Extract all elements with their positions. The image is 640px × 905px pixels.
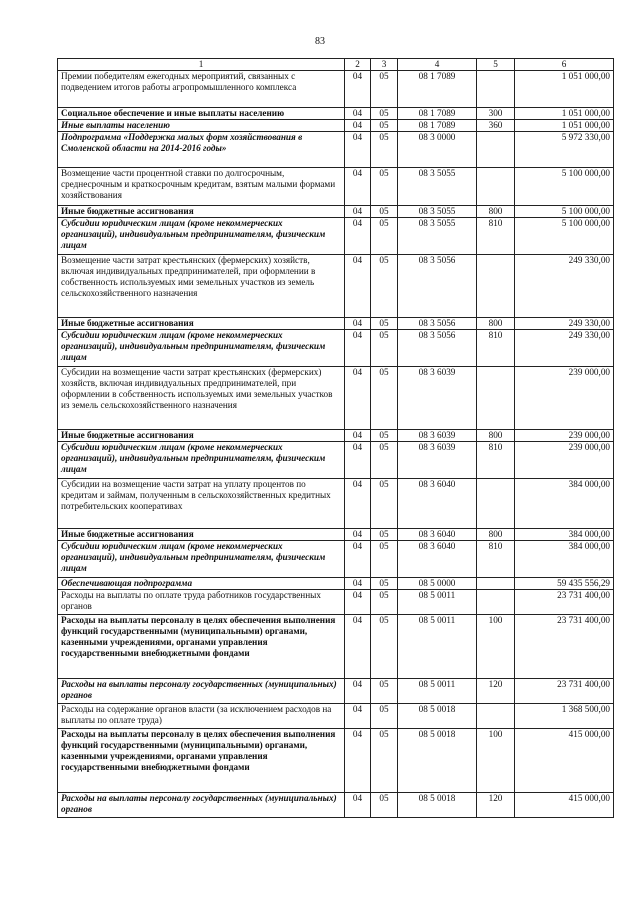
target-article-code: 08 5 0011 bbox=[398, 679, 477, 704]
table-row bbox=[58, 578, 614, 590]
row-name: Расходы на выплаты персоналу государственных (муниципальных) органов bbox=[58, 793, 345, 818]
subsection-code: 05 bbox=[371, 479, 398, 529]
target-article-code: 08 3 6040 bbox=[398, 541, 477, 578]
page-number: 83 bbox=[315, 36, 325, 47]
column-header: 1 bbox=[58, 59, 345, 71]
row-name: Субсидии юридическим лицам (кроме некоммерческих организаций), индивидуальным предпринимателям, физическим лицам bbox=[58, 330, 345, 367]
target-article-code: 08 3 5056 bbox=[398, 330, 477, 367]
expense-type-code bbox=[477, 71, 515, 108]
target-article-code: 08 5 0018 bbox=[398, 793, 477, 818]
table-row bbox=[58, 590, 614, 615]
subsection-code: 05 bbox=[371, 218, 398, 255]
budget-table bbox=[57, 58, 614, 818]
table-row bbox=[58, 108, 614, 120]
target-article-code: 08 3 5055 bbox=[398, 206, 477, 218]
amount: 5 100 000,00 bbox=[515, 206, 614, 218]
subsection-code: 05 bbox=[371, 71, 398, 108]
target-article-code: 08 3 5056 bbox=[398, 255, 477, 318]
section-code: 04 bbox=[345, 430, 371, 442]
subsection-code: 05 bbox=[371, 615, 398, 679]
subsection-code: 05 bbox=[371, 318, 398, 330]
table-row bbox=[58, 206, 614, 218]
amount: 23 731 400,00 bbox=[515, 590, 614, 615]
subsection-code: 05 bbox=[371, 255, 398, 318]
expense-type-code: 120 bbox=[477, 793, 515, 818]
section-code: 04 bbox=[345, 168, 371, 206]
table-row bbox=[58, 168, 614, 206]
column-header: 4 bbox=[398, 59, 477, 71]
section-code: 04 bbox=[345, 330, 371, 367]
expense-type-code bbox=[477, 367, 515, 430]
target-article-code: 08 3 5055 bbox=[398, 168, 477, 206]
table-row bbox=[58, 218, 614, 255]
amount: 59 435 556,29 bbox=[515, 578, 614, 590]
amount: 239 000,00 bbox=[515, 442, 614, 479]
subsection-code: 05 bbox=[371, 578, 398, 590]
column-header: 5 bbox=[477, 59, 515, 71]
subsection-code: 05 bbox=[371, 120, 398, 132]
row-name: Расходы на содержание органов власти (за исключением расходов на выплаты по оплате труда) bbox=[58, 704, 345, 729]
row-name: Иные бюджетные ассигнования bbox=[58, 206, 345, 218]
table-row bbox=[58, 729, 614, 793]
section-code: 04 bbox=[345, 529, 371, 541]
table-row bbox=[58, 541, 614, 578]
amount: 415 000,00 bbox=[515, 729, 614, 793]
subsection-code: 05 bbox=[371, 793, 398, 818]
expense-type-code: 810 bbox=[477, 541, 515, 578]
amount: 23 731 400,00 bbox=[515, 679, 614, 704]
section-code: 04 bbox=[345, 704, 371, 729]
section-code: 04 bbox=[345, 793, 371, 818]
section-code: 04 bbox=[345, 729, 371, 793]
expense-type-code: 800 bbox=[477, 206, 515, 218]
target-article-code: 08 5 0000 bbox=[398, 578, 477, 590]
row-name: Субсидии на возмещение части затрат на уплату процентов по кредитам и займам, полученным в сельскохозяйственных кредитных потребительских кооперативах bbox=[58, 479, 345, 529]
expense-type-code: 100 bbox=[477, 729, 515, 793]
target-article-code: 08 3 6039 bbox=[398, 367, 477, 430]
table-row bbox=[58, 704, 614, 729]
expense-type-code: 810 bbox=[477, 218, 515, 255]
subsection-code: 05 bbox=[371, 168, 398, 206]
table-row bbox=[58, 430, 614, 442]
amount: 23 731 400,00 bbox=[515, 615, 614, 679]
section-code: 04 bbox=[345, 132, 371, 168]
row-name: Иные бюджетные ассигнования bbox=[58, 430, 345, 442]
amount: 384 000,00 bbox=[515, 541, 614, 578]
row-name: Возмещение части процентной ставки по долгосрочным, среднесрочным и краткосрочным кредитам, взятым малыми формами хозяйствования bbox=[58, 168, 345, 206]
row-name: Субсидии юридическим лицам (кроме некоммерческих организаций), индивидуальным предпринимателям, физическим лицам bbox=[58, 442, 345, 479]
amount: 239 000,00 bbox=[515, 430, 614, 442]
expense-type-code bbox=[477, 132, 515, 168]
target-article-code: 08 3 0000 bbox=[398, 132, 477, 168]
row-name: Премии победителям ежегодных мероприятий, связанных с подведением итогов работы агропромышленного комплекса bbox=[58, 71, 345, 108]
row-name: Иные бюджетные ассигнования bbox=[58, 318, 345, 330]
subsection-code: 05 bbox=[371, 206, 398, 218]
target-article-code: 08 3 6039 bbox=[398, 442, 477, 479]
subsection-code: 05 bbox=[371, 529, 398, 541]
section-code: 04 bbox=[345, 578, 371, 590]
expense-type-code bbox=[477, 578, 515, 590]
target-article-code: 08 3 6039 bbox=[398, 430, 477, 442]
section-code: 04 bbox=[345, 615, 371, 679]
amount: 5 972 330,00 bbox=[515, 132, 614, 168]
table-row bbox=[58, 615, 614, 679]
expense-type-code: 800 bbox=[477, 529, 515, 541]
section-code: 04 bbox=[345, 367, 371, 430]
target-article-code: 08 5 0018 bbox=[398, 729, 477, 793]
amount: 384 000,00 bbox=[515, 479, 614, 529]
target-article-code: 08 3 5055 bbox=[398, 218, 477, 255]
subsection-code: 05 bbox=[371, 679, 398, 704]
amount: 384 000,00 bbox=[515, 529, 614, 541]
section-code: 04 bbox=[345, 71, 371, 108]
expense-type-code: 100 bbox=[477, 615, 515, 679]
subsection-code: 05 bbox=[371, 367, 398, 430]
expense-type-code bbox=[477, 479, 515, 529]
row-name: Субсидии юридическим лицам (кроме некоммерческих организаций), индивидуальным предпринимателям, физическим лицам bbox=[58, 541, 345, 578]
amount: 1 368 500,00 bbox=[515, 704, 614, 729]
expense-type-code: 810 bbox=[477, 330, 515, 367]
subsection-code: 05 bbox=[371, 430, 398, 442]
expense-type-code: 360 bbox=[477, 120, 515, 132]
amount: 249 330,00 bbox=[515, 318, 614, 330]
table-row bbox=[58, 367, 614, 430]
expense-type-code bbox=[477, 704, 515, 729]
amount: 249 330,00 bbox=[515, 330, 614, 367]
section-code: 04 bbox=[345, 679, 371, 704]
subsection-code: 05 bbox=[371, 704, 398, 729]
amount: 5 100 000,00 bbox=[515, 168, 614, 206]
section-code: 04 bbox=[345, 590, 371, 615]
column-header: 3 bbox=[371, 59, 398, 71]
target-article-code: 08 5 0011 bbox=[398, 615, 477, 679]
subsection-code: 05 bbox=[371, 729, 398, 793]
subsection-code: 05 bbox=[371, 442, 398, 479]
target-article-code: 08 5 0011 bbox=[398, 590, 477, 615]
table-row bbox=[58, 318, 614, 330]
table-row bbox=[58, 71, 614, 108]
row-name: Расходы на выплаты персоналу в целях обеспечения выполнения функций государственными (муниципальными) органами, казенными учреждениями, органами управления государственными внебюджетными фондами bbox=[58, 615, 345, 679]
column-header: 6 bbox=[515, 59, 614, 71]
section-code: 04 bbox=[345, 108, 371, 120]
section-code: 04 bbox=[345, 120, 371, 132]
target-article-code: 08 1 7089 bbox=[398, 71, 477, 108]
table-row bbox=[58, 479, 614, 529]
row-name: Иные выплаты населению bbox=[58, 120, 345, 132]
row-name: Расходы на выплаты персоналу государственных (муниципальных) органов bbox=[58, 679, 345, 704]
amount: 1 051 000,00 bbox=[515, 108, 614, 120]
target-article-code: 08 3 6040 bbox=[398, 529, 477, 541]
subsection-code: 05 bbox=[371, 132, 398, 168]
table-row bbox=[58, 793, 614, 818]
row-name: Обеспечивающая подпрограмма bbox=[58, 578, 345, 590]
expense-type-code bbox=[477, 255, 515, 318]
target-article-code: 08 1 7089 bbox=[398, 108, 477, 120]
row-name: Субсидии юридическим лицам (кроме некоммерческих организаций), индивидуальным предпринимателям, физическим лицам bbox=[58, 218, 345, 255]
section-code: 04 bbox=[345, 318, 371, 330]
amount: 415 000,00 bbox=[515, 793, 614, 818]
expense-type-code: 300 bbox=[477, 108, 515, 120]
row-name: Иные бюджетные ассигнования bbox=[58, 529, 345, 541]
target-article-code: 08 1 7089 bbox=[398, 120, 477, 132]
expense-type-code: 810 bbox=[477, 442, 515, 479]
table-row bbox=[58, 442, 614, 479]
target-article-code: 08 5 0018 bbox=[398, 704, 477, 729]
subsection-code: 05 bbox=[371, 541, 398, 578]
amount: 1 051 000,00 bbox=[515, 120, 614, 132]
target-article-code: 08 3 5056 bbox=[398, 318, 477, 330]
section-code: 04 bbox=[345, 218, 371, 255]
table-row bbox=[58, 330, 614, 367]
subsection-code: 05 bbox=[371, 590, 398, 615]
table-row bbox=[58, 132, 614, 168]
expense-type-code: 800 bbox=[477, 430, 515, 442]
expense-type-code: 120 bbox=[477, 679, 515, 704]
expense-type-code bbox=[477, 168, 515, 206]
row-name: Возмещение части затрат крестьянских (фермерских) хозяйств, включая индивидуальных предпринимателей, при оформлении в собственность используемых ими земельных участков из земель сельскохозяйственного назначения bbox=[58, 255, 345, 318]
expense-type-code: 800 bbox=[477, 318, 515, 330]
row-name: Субсидии на возмещение части затрат крестьянских (фермерских) хозяйств, включая индивидуальных предпринимателей, при оформлении в собственность используемых ими земельных участков из земель сельскохозяйственного назначения bbox=[58, 367, 345, 430]
row-name: Социальное обеспечение и иные выплаты населению bbox=[58, 108, 345, 120]
section-code: 04 bbox=[345, 255, 371, 318]
row-name: Расходы на выплаты по оплате труда работников государственных органов bbox=[58, 590, 345, 615]
row-name: Подпрограмма «Поддержка малых форм хозяйствования в Смоленской области на 2014-2016 годы» bbox=[58, 132, 345, 168]
row-name: Расходы на выплаты персоналу в целях обеспечения выполнения функций государственными (муниципальными) органами, казенными учреждениями, органами управления государственными внебюджетными фондами bbox=[58, 729, 345, 793]
expense-type-code bbox=[477, 590, 515, 615]
table-row bbox=[58, 120, 614, 132]
table-row bbox=[58, 255, 614, 318]
column-header: 2 bbox=[345, 59, 371, 71]
section-code: 04 bbox=[345, 206, 371, 218]
section-code: 04 bbox=[345, 442, 371, 479]
subsection-code: 05 bbox=[371, 330, 398, 367]
section-code: 04 bbox=[345, 541, 371, 578]
subsection-code: 05 bbox=[371, 108, 398, 120]
amount: 249 330,00 bbox=[515, 255, 614, 318]
target-article-code: 08 3 6040 bbox=[398, 479, 477, 529]
amount: 1 051 000,00 bbox=[515, 71, 614, 108]
header-row bbox=[58, 59, 614, 71]
amount: 239 000,00 bbox=[515, 367, 614, 430]
amount: 5 100 000,00 bbox=[515, 218, 614, 255]
section-code: 04 bbox=[345, 479, 371, 529]
table-row bbox=[58, 529, 614, 541]
table-row bbox=[58, 679, 614, 704]
